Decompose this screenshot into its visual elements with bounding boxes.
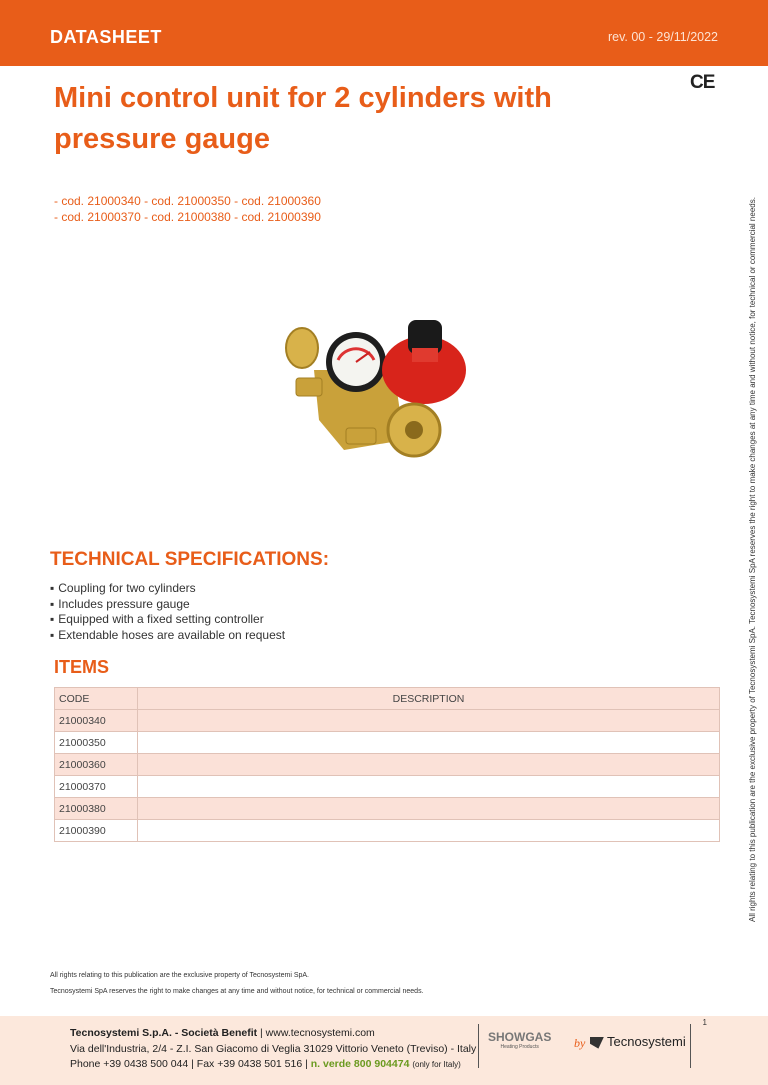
footer-divider-right [690, 1024, 691, 1068]
spec-item: ▪ Equipped with a fixed setting controller [50, 612, 285, 628]
spec-item: ▪ Includes pressure gauge [50, 597, 285, 613]
regulator-neck [412, 348, 438, 362]
vertical-rights-note: All rights relating to this publication are the exclusive property of Tecnosystemi SpA. Tecnosystemi SpA reserves the right to make changes at any time and without notice, for technical or commercial needs. [748, 197, 757, 922]
item-description [138, 776, 720, 798]
item-code: 21000370 [55, 776, 138, 798]
codes-line1: - cod. 21000340 - cod. 21000350 - cod. 21000360 [54, 194, 321, 208]
column-header-code: CODE [55, 688, 138, 710]
item-code: 21000390 [55, 820, 138, 842]
codes-line2: - cod. 21000370 - cod. 21000380 - cod. 21000390 [54, 210, 321, 224]
item-code: 21000350 [55, 732, 138, 754]
specs-list [50, 581, 285, 643]
items-title: ITEMS [54, 657, 110, 677]
ce-mark: CE [690, 72, 715, 93]
website-link[interactable]: | www.tecnosystemi.com [260, 1027, 375, 1039]
showgas-logo-text: SHOWGAS [488, 1030, 552, 1044]
tecnosystemi-logo-text: Tecnosystemi [607, 1034, 686, 1049]
rights-line1: All rights relating to this publication are the exclusive property of Tecnosystemi SpA. [50, 972, 309, 979]
item-description [138, 798, 720, 820]
table-row [55, 798, 720, 820]
footer-address: Via dell'Industria, 2/4 - Z.I. San Giacomo di Veglia 31029 Vittorio Veneto (Treviso) - Italy [70, 1042, 477, 1055]
page-number: 1 [702, 1018, 707, 1027]
toll-free-note: (only for Italy) [412, 1060, 461, 1069]
item-code: 21000380 [55, 798, 138, 820]
phone-fax: Phone +39 0438 500 044 | Fax +39 0438 501 516 | [70, 1058, 308, 1070]
toll-free-number: n. verde 800 904474 [310, 1058, 410, 1070]
table-row [55, 710, 720, 732]
item-description [138, 732, 720, 754]
tecnosystemi-logo-icon [590, 1037, 604, 1049]
showgas-logo [488, 1030, 551, 1050]
rights-line2: Tecnosystemi SpA reserves the right to make changes at any time and without notice, for technical or commercial needs. [50, 988, 424, 995]
company-name: Tecnosystemi S.p.A. - Società Benefit [70, 1027, 258, 1039]
footer-contact [70, 1026, 476, 1073]
item-description [138, 820, 720, 842]
left-fitting [296, 378, 322, 396]
items-table [54, 687, 720, 842]
logo-by-text: by [574, 1036, 586, 1050]
spec-item: ▪ Extendable hoses are available on request [50, 628, 285, 644]
product-title-line2: pressure gauge [54, 123, 270, 155]
footer-phone-line [70, 1057, 476, 1073]
item-description [138, 754, 720, 776]
table-row [55, 820, 720, 842]
footer-divider-left [478, 1024, 479, 1068]
left-knob [286, 328, 318, 368]
product-image [274, 300, 474, 470]
item-code: 21000360 [55, 754, 138, 776]
front-knob-center [405, 421, 423, 439]
table-header-row [55, 688, 720, 710]
product-title [54, 78, 654, 160]
product-title-line1: Mini control unit for 2 cylinders with [54, 82, 552, 114]
footer-company-line [70, 1026, 476, 1042]
showgas-logo-subtitle: Heating Products [500, 1044, 539, 1050]
revision-label: rev. 00 - 29/11/2022 [607, 30, 718, 44]
spec-item: ▪ Coupling for two cylinders [50, 581, 285, 597]
bottom-fitting [346, 428, 376, 444]
item-code: 21000340 [55, 710, 138, 732]
table-row [55, 732, 720, 754]
table-row [55, 754, 720, 776]
table-row [55, 776, 720, 798]
specs-title: TECHNICAL SPECIFICATIONS: [50, 549, 330, 570]
column-header-description: DESCRIPTION [138, 688, 720, 710]
datasheet-title: DATASHEET [50, 27, 162, 47]
tecnosystemi-logo [590, 1034, 686, 1049]
product-codes [54, 193, 321, 225]
item-description [138, 710, 720, 732]
